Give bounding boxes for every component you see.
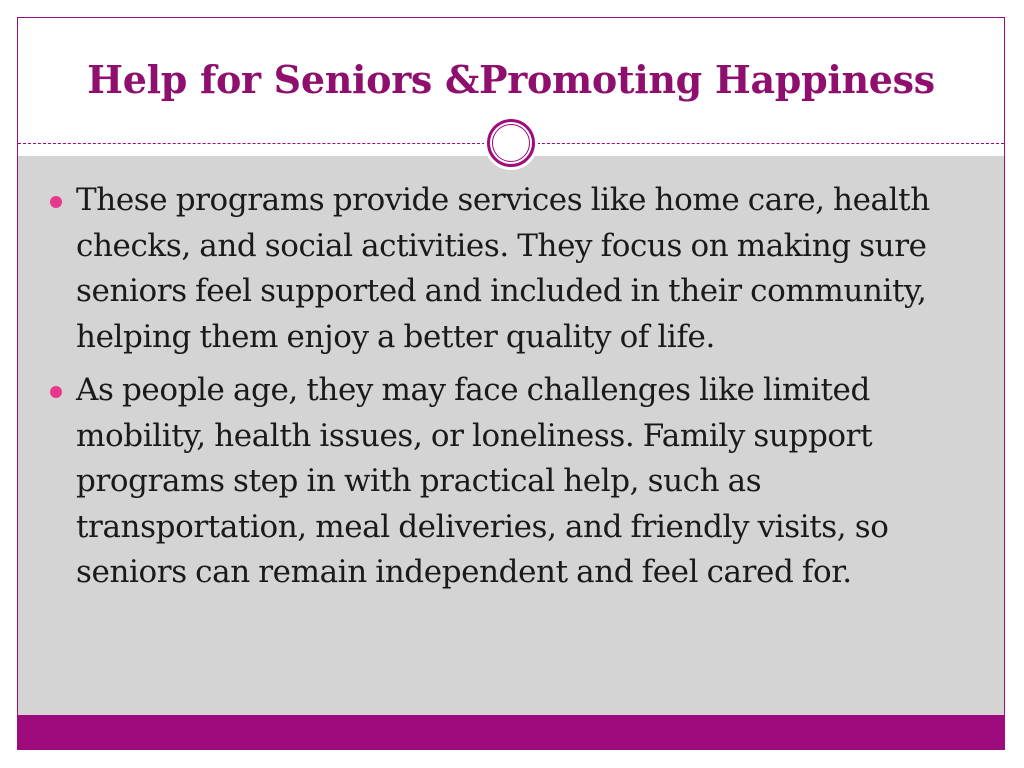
- bullet-list: [48, 178, 983, 604]
- bullet-item: [48, 368, 983, 596]
- bullet-item: [48, 178, 983, 360]
- slide-title: Help for Seniors &Promoting Happiness: [87, 57, 935, 102]
- slide-frame: [17, 17, 1005, 750]
- circle-ring-inner-icon: [492, 124, 530, 162]
- bullet-dot-icon: [50, 386, 62, 398]
- bullet-text: As people age, they may face challenges like limited mobility, health issues, or loneliness. Family support programs step in with practical help, such as transportation, meal deliveries, and friendly visits, so seniors can remain independent and feel cared for.: [76, 372, 889, 590]
- bullet-text: These programs provide services like home care, health checks, and social activities. They focus on making sure seniors feel supported and included in their community, helping them enjoy a better quality of life.: [76, 182, 930, 355]
- footer-bar: [18, 715, 1004, 749]
- bullet-dot-icon: [50, 196, 62, 208]
